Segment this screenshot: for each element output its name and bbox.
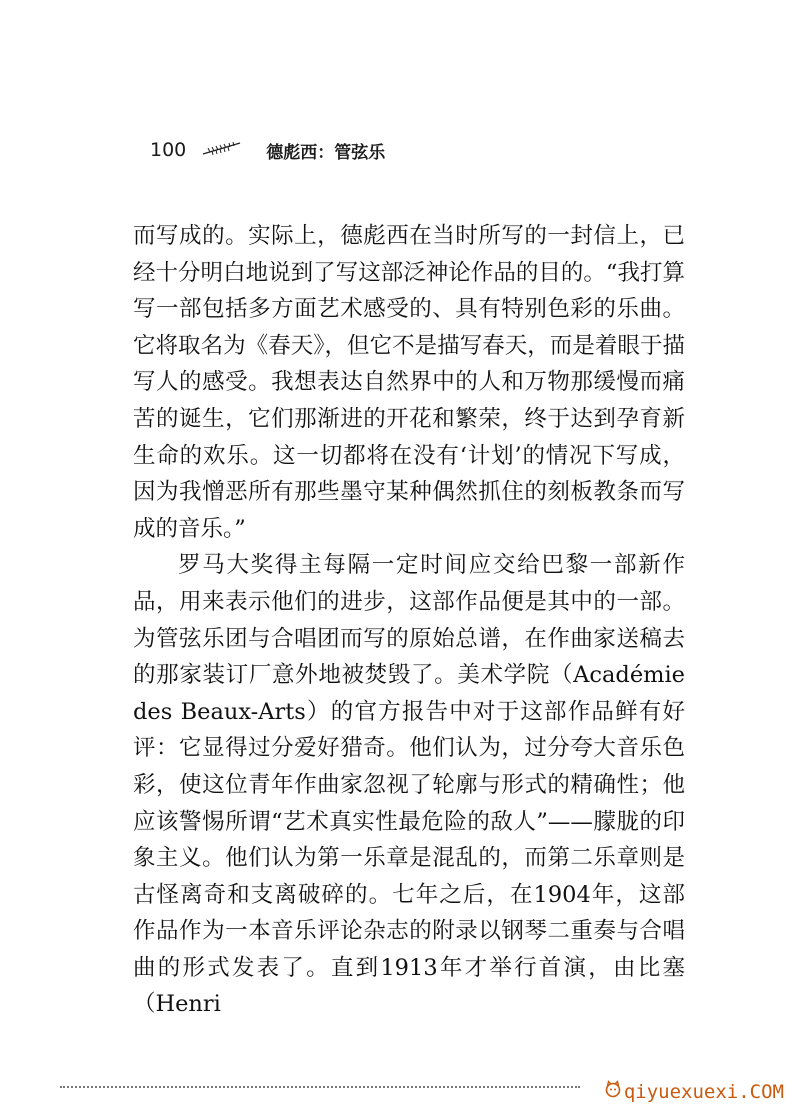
page-number: 100 [150, 139, 187, 161]
body-text [133, 218, 685, 1023]
page-header [150, 135, 385, 165]
watermark [604, 1080, 784, 1103]
watermark-text: qiyuexuexi.COM [623, 1080, 784, 1103]
running-title: 德彪西：管弦乐 [266, 142, 386, 163]
cat-logo-icon [604, 1080, 622, 1103]
paragraph: 罗马大奖得主每隔一定时间应交给巴黎一部新作品，用来表示他们的进步，这部作品便是其中的一部。为管弦乐团与合唱团而写的原始总谱，在作曲家送稿去的那家装订厂意外地被焚毁了。美术学院（Académie des Beaux-Arts）的官方报告中对于这部作品鲜有好评：它显得过分爱好猎奇。他们认为，过分夸大音乐色彩，使这位青年作曲家忽视了轮廓与形式的精确性；他应该警惕所谓“艺术真实性最危险的敌人”——朦胧的印象主义。他们认为第一乐章是混乱的，而第二乐章则是古怪离奇和支离破碎的。七年之后，在1904年，这部作品作为一本音乐评论杂志的附录以钢琴二重奏与合唱曲的形式发表了。直到1913年才举行首演，由比塞（Henri [133, 552, 685, 1018]
paragraph-continued: 而写成的。实际上，德彪西在当时所写的一封信上，已经十分明白地说到了写这部泛神论作品的目的。“我打算写一部包括多方面艺术感受的、具有特别色彩的乐曲。它将取名为《春天》，但它不是描写春天，而是着眼于描写人的感受。我想表达自然界中的人和万物那缓慢而痛苦的诞生，它们那渐进的开花和繁荣，终于达到孕育新生命的欢乐。这一切都将在没有‘计划’的情况下写成，因为我憎恶所有那些墨守某种偶然抓住的刻板教条而写成的音乐。” [133, 223, 685, 542]
feather-ornament-icon [202, 140, 242, 160]
bottom-rule [60, 1086, 580, 1089]
